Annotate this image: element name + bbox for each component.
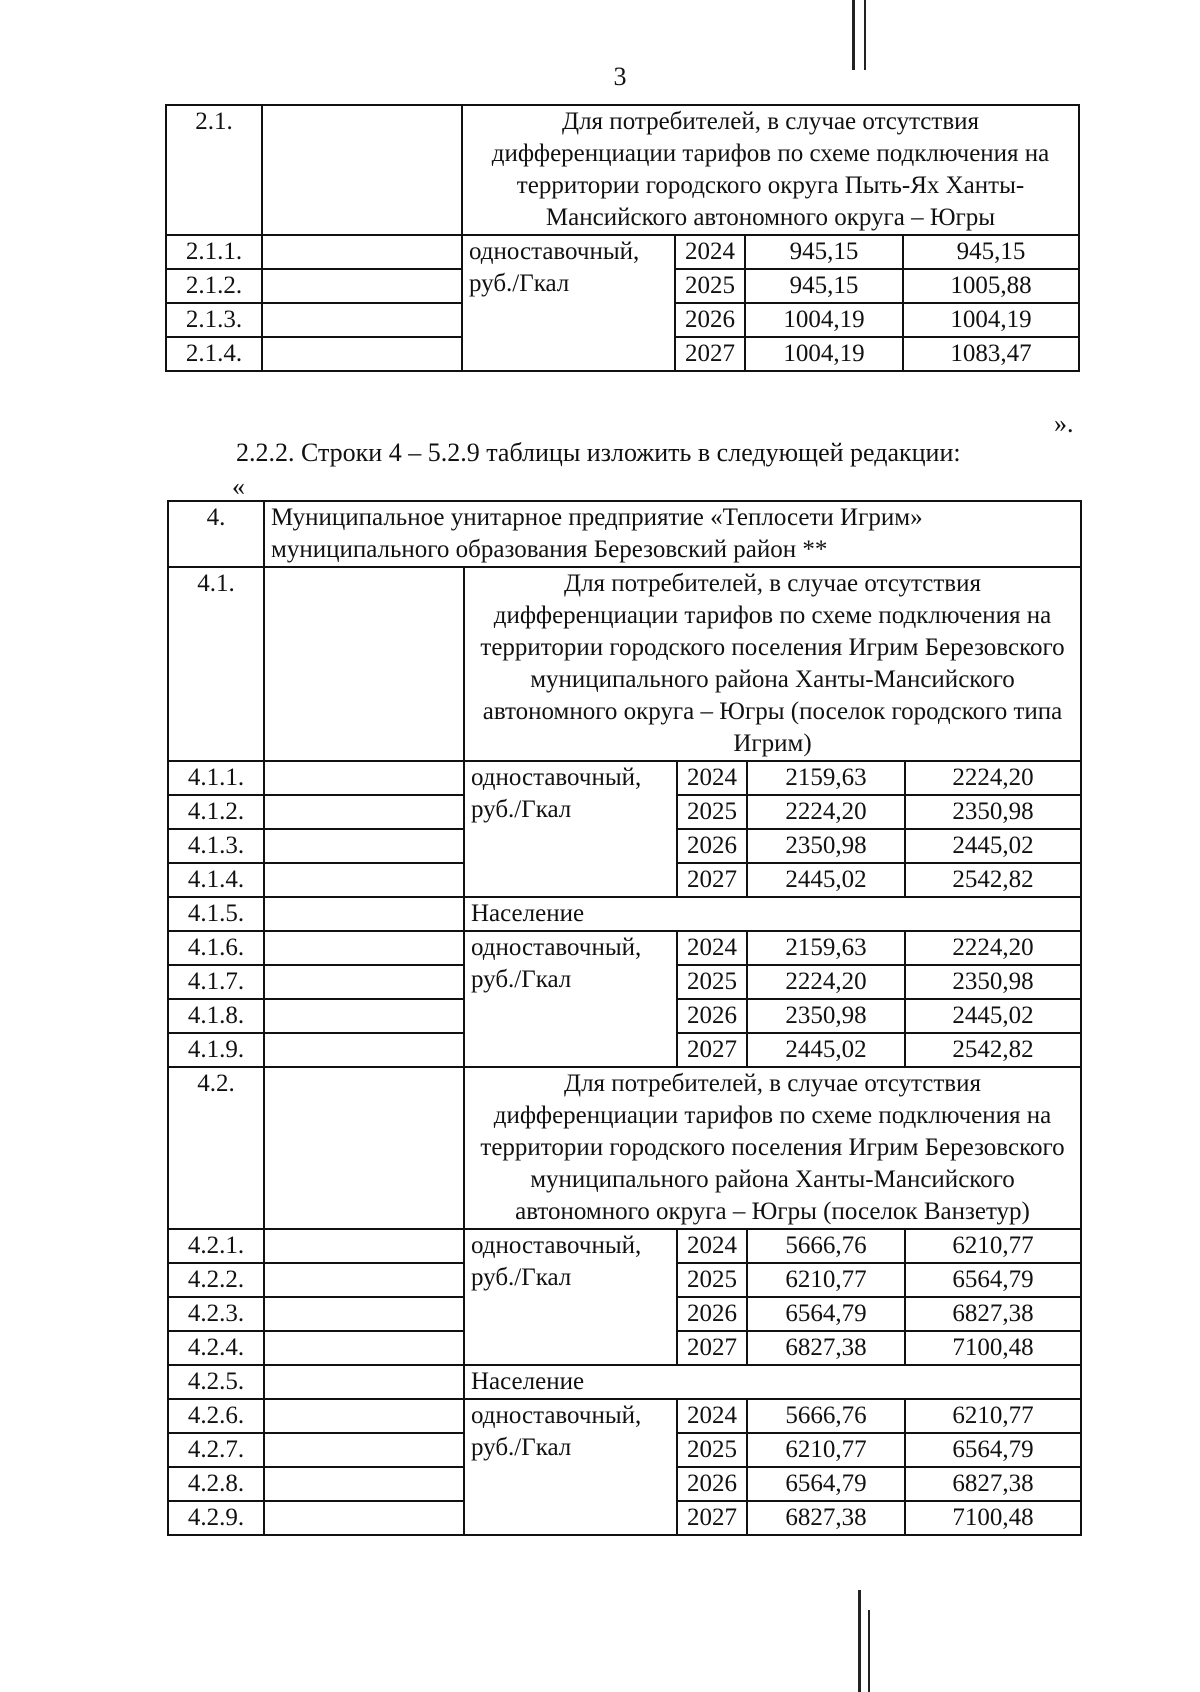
row-number: 4.1.8. [168, 999, 264, 1033]
row-number: 4.2.9. [168, 1501, 264, 1535]
tariff-table-1 [165, 104, 1080, 372]
tariff-type: одноставочный, руб./Гкал [464, 761, 677, 897]
row-number: 4.1.9. [168, 1033, 264, 1067]
row-number: 4.1.1. [168, 761, 264, 795]
year-cell: 2026 [677, 999, 747, 1033]
value-cell: 2350,98 [905, 965, 1081, 999]
row-number: 4.2.5. [168, 1365, 264, 1399]
table-row [166, 105, 1079, 235]
row-number: 2.1.4. [166, 337, 262, 371]
value-cell: 2224,20 [747, 965, 905, 999]
value-cell: 2445,02 [905, 999, 1081, 1033]
empty-cell [262, 269, 462, 303]
tariff-type: одноставочный, руб./Гкал [464, 1399, 677, 1535]
empty-cell [264, 829, 464, 863]
year-cell: 2027 [677, 1331, 747, 1365]
year-cell: 2024 [675, 235, 745, 269]
row-number: 4.2.6. [168, 1399, 264, 1433]
row-number: 2.1. [166, 105, 262, 235]
row-number: 4.1.2. [168, 795, 264, 829]
table-row [168, 897, 1081, 931]
empty-cell [264, 1501, 464, 1535]
year-cell: 2026 [677, 1297, 747, 1331]
value-cell: 5666,76 [747, 1229, 905, 1263]
value-cell: 2224,20 [905, 761, 1081, 795]
page-number: 3 [613, 62, 627, 91]
value-cell: 2159,63 [747, 931, 905, 965]
value-cell: 2445,02 [747, 863, 905, 897]
table-row [166, 235, 1079, 269]
year-cell: 2025 [675, 269, 745, 303]
value-cell: 2350,98 [747, 999, 905, 1033]
row-number: 4. [168, 501, 264, 567]
year-cell: 2027 [677, 1501, 747, 1535]
value-cell: 1004,19 [903, 303, 1079, 337]
value-cell: 6564,79 [905, 1263, 1081, 1297]
value-cell: 2224,20 [747, 795, 905, 829]
scan-line-bottom [858, 1590, 861, 1692]
row-number: 4.2.8. [168, 1467, 264, 1501]
closing-quote: ». [1054, 409, 1074, 438]
value-cell: 6564,79 [905, 1433, 1081, 1467]
empty-cell [264, 897, 464, 931]
value-cell: 1083,47 [903, 337, 1079, 371]
empty-cell [264, 863, 464, 897]
population-label: Население [464, 897, 1081, 931]
empty-cell [264, 931, 464, 965]
value-cell: 2542,82 [905, 863, 1081, 897]
empty-cell [264, 761, 464, 795]
table1-body [166, 105, 1079, 371]
table2-body [168, 501, 1081, 1535]
row-number: 4.1. [168, 567, 264, 761]
year-cell: 2024 [677, 761, 747, 795]
empty-cell [264, 1297, 464, 1331]
empty-cell [264, 1467, 464, 1501]
section-description: Для потребителей, в случае отсутствия дифференциации тарифов по схеме подключения на территории городского поселения Игрим Березовского муниципального района Ханты-Мансийского автономного округа – Югры (поселок Ванзетур) [464, 1067, 1081, 1229]
year-cell: 2024 [677, 1399, 747, 1433]
value-cell: 7100,48 [905, 1331, 1081, 1365]
row-number: 4.1.5. [168, 897, 264, 931]
empty-cell [264, 1399, 464, 1433]
empty-cell [262, 337, 462, 371]
year-cell: 2027 [675, 337, 745, 371]
section-description: Для потребителей, в случае отсутствия дифференциации тарифов по схеме подключения на территории городского округа Пыть-Ях Ханты-Мансийского автономного округа – Югры [462, 105, 1079, 235]
row-number: 4.2.2. [168, 1263, 264, 1297]
year-cell: 2024 [677, 1229, 747, 1263]
empty-cell [264, 795, 464, 829]
opening-quote: « [232, 472, 245, 501]
value-cell: 945,15 [745, 269, 903, 303]
row-number: 4.2.7. [168, 1433, 264, 1467]
organization-name: Муниципальное унитарное предприятие «Теплосети Игрим» муниципального образования Березовский район ** [264, 501, 1081, 567]
value-cell: 2159,63 [747, 761, 905, 795]
tariff-table-2 [167, 500, 1082, 1536]
year-cell: 2027 [677, 1033, 747, 1067]
scan-line-bottom-2 [868, 1610, 870, 1692]
value-cell: 6564,79 [747, 1297, 905, 1331]
row-number: 4.2. [168, 1067, 264, 1229]
row-number: 4.1.4. [168, 863, 264, 897]
value-cell: 6827,38 [905, 1297, 1081, 1331]
value-cell: 6210,77 [905, 1399, 1081, 1433]
value-cell: 6827,38 [747, 1501, 905, 1535]
table-row [168, 1399, 1081, 1433]
section-description: Для потребителей, в случае отсутствия дифференциации тарифов по схеме подключения на территории городского поселения Игрим Березовского муниципального района Ханты-Мансийского автономного округа – Югры (поселок городского типа Игрим) [464, 567, 1081, 761]
year-cell: 2025 [677, 965, 747, 999]
value-cell: 7100,48 [905, 1501, 1081, 1535]
row-number: 4.2.3. [168, 1297, 264, 1331]
row-number: 4.2.1. [168, 1229, 264, 1263]
empty-cell [264, 1033, 464, 1067]
row-number: 4.1.7. [168, 965, 264, 999]
value-cell: 6564,79 [747, 1467, 905, 1501]
value-cell: 1004,19 [745, 303, 903, 337]
value-cell: 6210,77 [747, 1263, 905, 1297]
value-cell: 2445,02 [747, 1033, 905, 1067]
value-cell: 2350,98 [747, 829, 905, 863]
empty-cell [262, 303, 462, 337]
value-cell: 6827,38 [905, 1467, 1081, 1501]
empty-cell [264, 1067, 464, 1229]
value-cell: 945,15 [745, 235, 903, 269]
empty-cell [262, 105, 462, 235]
value-cell: 1005,88 [903, 269, 1079, 303]
row-number: 4.1.3. [168, 829, 264, 863]
tariff-type: одноставочный, руб./Гкал [464, 1229, 677, 1365]
value-cell: 6210,77 [747, 1433, 905, 1467]
table-row [168, 567, 1081, 761]
value-cell: 5666,76 [747, 1399, 905, 1433]
table-row [168, 1067, 1081, 1229]
empty-cell [264, 999, 464, 1033]
empty-cell [264, 1433, 464, 1467]
tariff-type: одноставочный, руб./Гкал [462, 235, 675, 371]
value-cell: 6210,77 [905, 1229, 1081, 1263]
table-row [168, 1365, 1081, 1399]
year-cell: 2025 [677, 1433, 747, 1467]
table-row [168, 501, 1081, 567]
empty-cell [264, 1229, 464, 1263]
year-cell: 2026 [677, 1467, 747, 1501]
scan-line-top-2 [864, 0, 866, 70]
empty-cell [264, 1365, 464, 1399]
value-cell: 2542,82 [905, 1033, 1081, 1067]
year-cell: 2026 [677, 829, 747, 863]
empty-cell [264, 1331, 464, 1365]
table-row [168, 1229, 1081, 1263]
value-cell: 2445,02 [905, 829, 1081, 863]
year-cell: 2025 [677, 795, 747, 829]
tariff-type: одноставочный, руб./Гкал [464, 931, 677, 1067]
population-label: Население [464, 1365, 1081, 1399]
empty-cell [264, 965, 464, 999]
year-cell: 2024 [677, 931, 747, 965]
value-cell: 945,15 [903, 235, 1079, 269]
instruction-text: 2.2.2. Строки 4 – 5.2.9 таблицы изложить в следующей редакции: [236, 438, 961, 467]
value-cell: 2350,98 [905, 795, 1081, 829]
row-number: 4.2.4. [168, 1331, 264, 1365]
row-number: 2.1.2. [166, 269, 262, 303]
row-number: 2.1.3. [166, 303, 262, 337]
value-cell: 1004,19 [745, 337, 903, 371]
value-cell: 6827,38 [747, 1331, 905, 1365]
empty-cell [262, 235, 462, 269]
year-cell: 2025 [677, 1263, 747, 1297]
value-cell: 2224,20 [905, 931, 1081, 965]
table-row [168, 931, 1081, 965]
table-row [168, 761, 1081, 795]
empty-cell [264, 1263, 464, 1297]
empty-cell [264, 567, 464, 761]
year-cell: 2026 [675, 303, 745, 337]
row-number: 2.1.1. [166, 235, 262, 269]
year-cell: 2027 [677, 863, 747, 897]
row-number: 4.1.6. [168, 931, 264, 965]
scan-line-top [852, 0, 855, 70]
